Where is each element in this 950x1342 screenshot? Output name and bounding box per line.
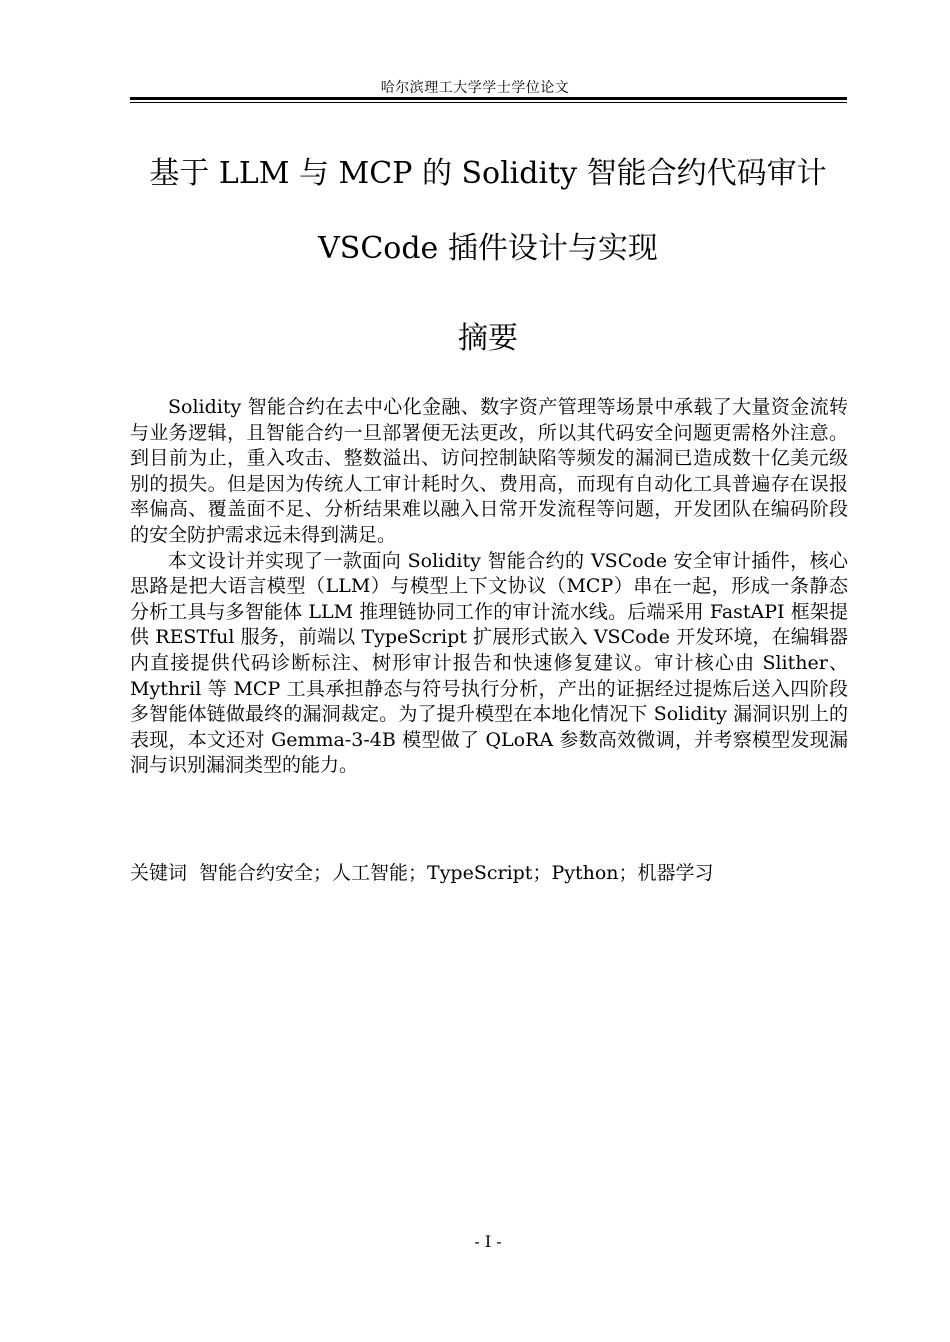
abstract-body <box>130 395 848 779</box>
header-rule-thin <box>130 102 847 103</box>
abstract-paragraph-2: 本文设计并实现了一款面向 Solidity 智能合约的 VSCode 安全审计插件，核心思路是把大语言模型（LLM）与模型上下文协议（MCP）串在一起，形成一条静态分析工具与多智能体 LLM 推理链协同工作的审计流水线。后端采用 FastAPI 框架提供 RESTful 服务，前端以 TypeScript 扩展形式嵌入 VSCode 开发环境，在编辑器内直接提供代码诊断标注、树形审计报告和快速修复建议。审计核心由 Slither、Mythril 等 MCP 工具承担静态与符号执行分析，产出的证据经过提炼后送入四阶段多智能体链做最终的漏洞裁定。为了提升模型在本地化情况下 Solidity 漏洞识别上的表现，本文还对 Gemma-3-4B 模型做了 QLoRA 参数高效微调，并考察模型发现漏洞与识别漏洞类型的能力。 <box>130 549 848 777</box>
keywords-label: 关键词 <box>130 862 188 884</box>
keywords-line <box>130 861 848 885</box>
page-number: - I - <box>474 1232 502 1251</box>
thesis-title-line-2: VSCode 插件设计与实现 <box>318 231 658 266</box>
abstract-heading: 摘要 <box>458 321 518 356</box>
abstract-paragraph-1: Solidity 智能合约在去中心化金融、数字资产管理等场景中承载了大量资金流转与业务逻辑，且智能合约一旦部署便无法更改，所以其代码安全问题更需格外注意。到目前为止，重入攻击、整数溢出、访问控制缺陷等频发的漏洞已造成数十亿美元级别的损失。但是因为传统人工审计耗时久、费用高，而现有自动化工具普遍存在误报率偏高、覆盖面不足、分析结果难以融入日常开发流程等问题，开发团队在编码阶段的安全防护需求远未得到满足。 <box>130 396 848 546</box>
keywords-text: 智能合约安全；人工智能；TypeScript；Python；机器学习 <box>199 862 714 884</box>
running-header: 哈尔滨理工大学学士学位论文 <box>380 80 570 96</box>
thesis-title-line-1: 基于 LLM 与 MCP 的 Solidity 智能合约代码审计 <box>149 156 827 191</box>
header-rule-thick <box>130 97 847 100</box>
